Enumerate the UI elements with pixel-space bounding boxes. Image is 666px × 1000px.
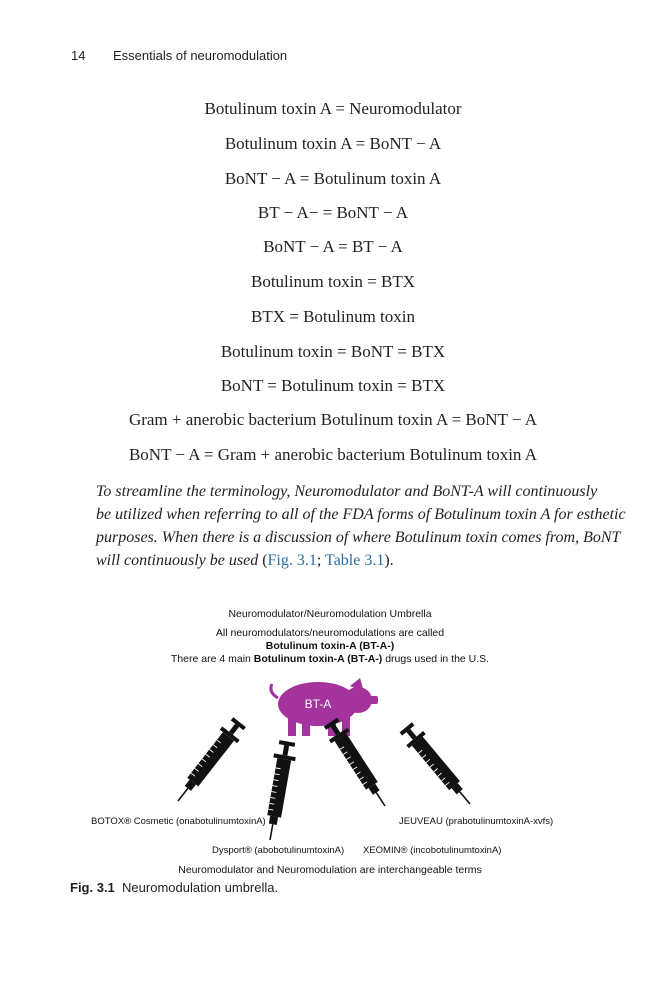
figure-caption (70, 880, 278, 895)
figure-line4-post: drugs used in the U.S. (382, 653, 490, 665)
equation-6: Botulinum toxin = BTX (250, 272, 415, 291)
equation-7: BTX = Botulinum toxin (250, 307, 415, 326)
close-paren: ). (384, 552, 394, 569)
paragraph-line: purposes. When there is a discussion of where Botulinum toxin comes from, BoNT (96, 529, 621, 546)
pig-label: BT-A (304, 697, 332, 711)
caption-text: Neuromodulation umbrella. (122, 880, 279, 895)
drug-label-jeuveau: JEUVEAU (prabotulinumtoxinA-xvfs) (399, 816, 554, 827)
drug-label-dysport: Dysport® (abobotulinumtoxinA) (212, 845, 345, 856)
page-number: 14 (71, 48, 86, 63)
figure-neuromodulation-umbrella (60, 600, 600, 890)
equation-4: BT − A− = BoNT − A (257, 203, 409, 222)
open-paren: ( (258, 552, 268, 569)
caption-label: Fig. 3.1 (70, 880, 115, 895)
drug-label-xeomin: XEOMIN® (incobotulinumtoxinA) (363, 845, 502, 856)
body-paragraph (96, 480, 626, 572)
syringe-icon-jeuveau (397, 720, 478, 811)
figure-line4-pre: There are 4 main (170, 653, 254, 665)
figure-title: Neuromodulator/Neuromodulation Umbrella (228, 608, 432, 620)
drug-label-botox: BOTOX® Cosmetic (onabotulinumtoxinA) (91, 816, 266, 827)
running-title: Essentials of neuromodulation (113, 48, 288, 63)
paragraph-line: To streamline the terminology, Neuromodulator and BoNT-A will continuously (96, 483, 598, 500)
paragraph-line-last (96, 549, 572, 572)
table-reference-link[interactable]: Table 3.1 (325, 552, 385, 569)
figure-bold-term: Botulinum toxin-A (BT-A-) (265, 640, 395, 652)
figure-subtitle: All neuromodulators/neuromodulations are called (215, 627, 445, 639)
figure-footer: Neuromodulator and Neuromodulation are interchangeable terms (178, 864, 482, 876)
separator: ; (316, 552, 326, 569)
syringe-icon-botox (169, 715, 248, 807)
paragraph-line: be utilized when referring to all of the FDA forms of Botulinum toxin A for esthetic (96, 506, 626, 523)
running-header (71, 48, 287, 63)
equation-3: BoNT − A = Botulinum toxin A (224, 169, 442, 188)
equation-1: Botulinum toxin A = Neuromodulator (204, 99, 462, 118)
equation-8: Botulinum toxin = BoNT = BTX (220, 342, 446, 361)
figure-line4-bold: Botulinum toxin-A (BT-A-) (253, 653, 383, 665)
equation-10: Gram + anerobic bacterium Botulinum toxin A = BoNT − A (128, 410, 538, 429)
equation-5: BoNT − A = BT − A (263, 237, 403, 256)
paragraph-text: will continuously be used (96, 552, 259, 569)
equation-11: BoNT − A = Gram + anerobic bacterium Botulinum toxin A (128, 445, 538, 464)
equation-2: Botulinum toxin A = BoNT − A (224, 134, 442, 153)
figure-reference-link[interactable]: Fig. 3.1 (267, 552, 317, 569)
equation-9: BoNT = Botulinum toxin = BTX (220, 376, 446, 395)
